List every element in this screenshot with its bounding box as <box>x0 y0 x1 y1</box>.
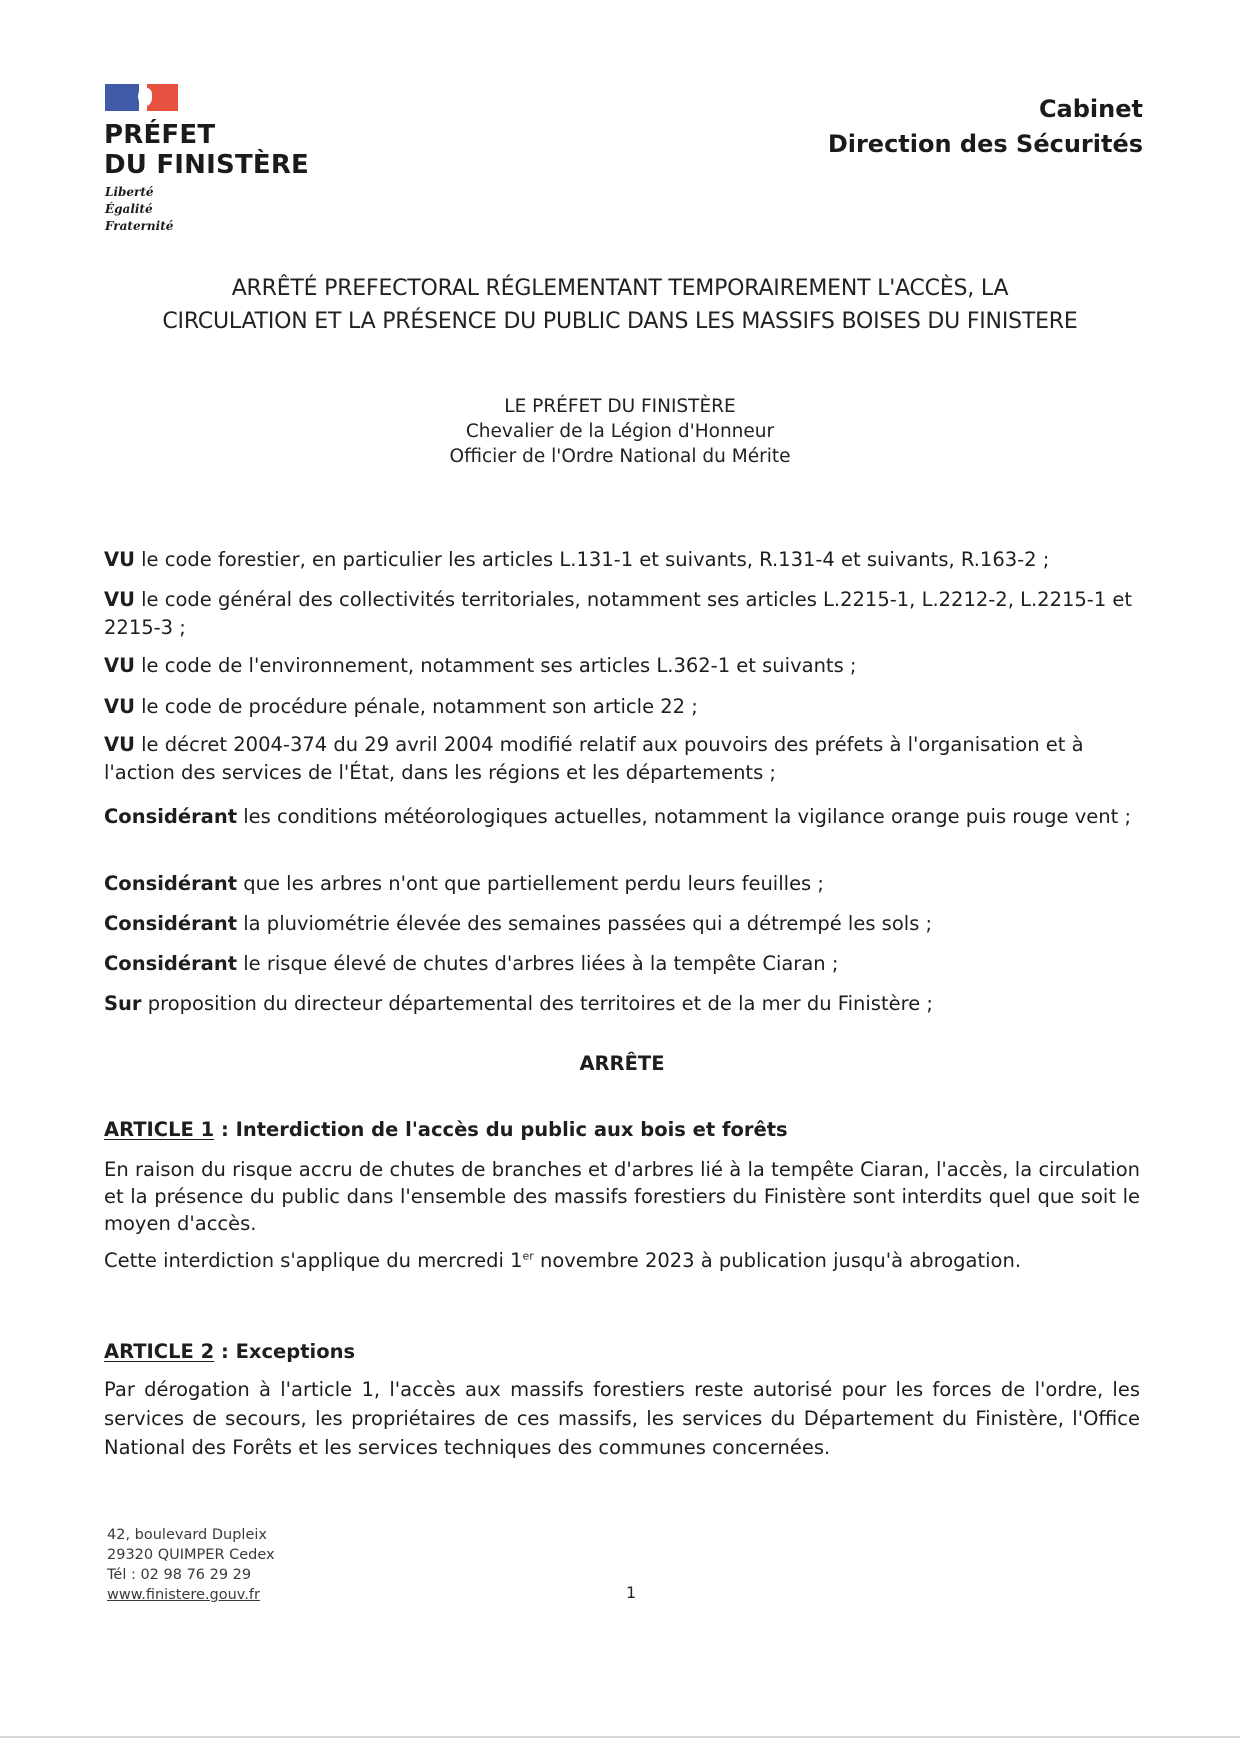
article-1-date-sentence <box>104 1247 1140 1275</box>
article-2-title: Exceptions <box>235 1340 356 1363</box>
issuing-service <box>828 92 1143 162</box>
visa-text: le décret 2004-374 du 29 avril 2004 modifié relatif aux pouvoirs des préfets à l'organisation et à l'action des services de l'État, dans les régions et les départements ; <box>104 733 1084 784</box>
article-2-separator: : <box>214 1340 236 1363</box>
visa-2 <box>104 586 1140 642</box>
visa-3 <box>104 652 1140 680</box>
republic-motto <box>105 184 173 235</box>
footer-phone: Tél : 02 98 76 29 29 <box>107 1567 252 1583</box>
footer-address <box>107 1525 275 1605</box>
prefecture-name <box>104 120 309 180</box>
date-sentence-end: novembre 2023 à publication jusqu'à abrogation. <box>533 1249 1022 1272</box>
considerant-lead: Considérant <box>104 952 238 975</box>
considerant-lead: Considérant <box>104 805 238 828</box>
document-title-line1: ARRÊTÉ PREFECTORAL RÉGLEMENTANT TEMPORAIREMENT L'ACCÈS, LA <box>231 276 1009 301</box>
visa-text: le code général des collectivités territoriales, notamment ses articles L.2215-1, L.2212-2, L.2215-1 et 2215-3 ; <box>104 588 1133 639</box>
visa-text: le code de l'environnement, notamment ses articles L.362-1 et suivants ; <box>134 654 857 677</box>
considerant-2 <box>104 870 1140 898</box>
flag-blue-band <box>105 84 139 111</box>
service-direction: Direction des Sécurités <box>827 130 1143 158</box>
prefet-title: LE PRÉFET DU FINISTÈRE <box>504 396 736 417</box>
motto-egalite: Égalité <box>105 202 153 216</box>
visa-5 <box>104 731 1140 787</box>
decision-heading <box>104 1050 1140 1078</box>
proposition <box>104 990 1140 1018</box>
document-title <box>100 272 1140 338</box>
visa-lead: VU <box>104 733 135 756</box>
footer-website-link[interactable]: www.finistere.gouv.fr <box>107 1587 260 1603</box>
scan-edge-line <box>0 1736 1240 1738</box>
considerant-text: la pluviométrie élevée des semaines passées qui a détrempé les sols ; <box>237 912 933 935</box>
visa-text: le code de procédure pénale, notamment son article 22 ; <box>134 695 698 718</box>
date-sentence-start: Cette interdiction s'applique du mercredi 1 <box>104 1249 523 1272</box>
prefet-honor-1: Chevalier de la Légion d'Honneur <box>465 421 775 442</box>
service-cabinet: Cabinet <box>1038 95 1143 123</box>
considerant-text: que les arbres n'ont que partiellement perdu leurs feuilles ; <box>237 872 824 895</box>
considerant-text: les conditions météorologiques actuelles, notamment la vigilance orange puis rouge vent ; <box>237 805 1132 828</box>
visa-4 <box>104 693 1140 721</box>
prefet-honor-2: Officier de l'Ordre National du Mérite <box>449 446 791 467</box>
date-ordinal: er <box>522 1249 534 1263</box>
visa-lead: VU <box>104 654 135 677</box>
article-1-title: Interdiction de l'accès du public aux bois et forêts <box>235 1118 788 1141</box>
considerant-1 <box>104 803 1140 831</box>
prefecture-name-line2: DU FINISTÈRE <box>104 150 310 180</box>
visa-text: le code forestier, en particulier les articles L.131-1 et suivants, R.131-4 et suivants, R.163-2 ; <box>134 548 1050 571</box>
footer-city: 29320 QUIMPER Cedex <box>107 1547 275 1563</box>
marianne-profile-icon <box>138 88 152 106</box>
footer-street: 42, boulevard Dupleix <box>107 1527 267 1543</box>
visa-lead: VU <box>104 548 135 571</box>
article-1-number: ARTICLE 1 <box>104 1118 215 1141</box>
article-2-heading <box>104 1338 1140 1366</box>
considerant-lead: Considérant <box>104 872 238 895</box>
visa-lead: VU <box>104 695 135 718</box>
considerant-3 <box>104 910 1140 938</box>
article-1-heading <box>104 1116 1140 1144</box>
proposition-lead: Sur <box>104 992 142 1015</box>
proposition-text: proposition du directeur départemental des territoires et de la mer du Finistère ; <box>141 992 933 1015</box>
article-1-paragraph: En raison du risque accru de chutes de branches et d'arbres lié à la tempête Ciaran, l'accès, la circulation et la présence du public dans l'ensemble des massifs forestiers du Finistère sont interdits quel que soit le moyen d'accès. <box>104 1158 1140 1235</box>
motto-liberte: Liberté <box>105 185 154 199</box>
decision-heading-text: ARRÊTE <box>579 1052 665 1075</box>
document-title-line2: CIRCULATION ET LA PRÉSENCE DU PUBLIC DANS LES MASSIFS BOISES DU FINISTERE <box>162 309 1078 334</box>
page-number: 1 <box>626 1583 637 1602</box>
visa-1 <box>104 546 1140 574</box>
considerant-4 <box>104 950 1140 978</box>
article-2-number: ARTICLE 2 <box>104 1340 215 1363</box>
article-2-paragraph: Par dérogation à l'article 1, l'accès aux massifs forestiers reste autorisé pour les forces de l'ordre, les services de secours, les propriétaires de ces massifs, les services du Département du Finistère, l'Office National des Forêts et les services techniques des communes concernées. <box>104 1378 1140 1459</box>
prefet-honorifics <box>300 394 940 469</box>
considerant-text: le risque élevé de chutes d'arbres liées à la tempête Ciaran ; <box>237 952 839 975</box>
prefecture-name-line1: PRÉFET <box>104 120 216 150</box>
considerant-lead: Considérant <box>104 912 238 935</box>
visa-lead: VU <box>104 588 135 611</box>
article-1-separator: : <box>214 1118 236 1141</box>
motto-fraternite: Fraternité <box>105 219 174 233</box>
